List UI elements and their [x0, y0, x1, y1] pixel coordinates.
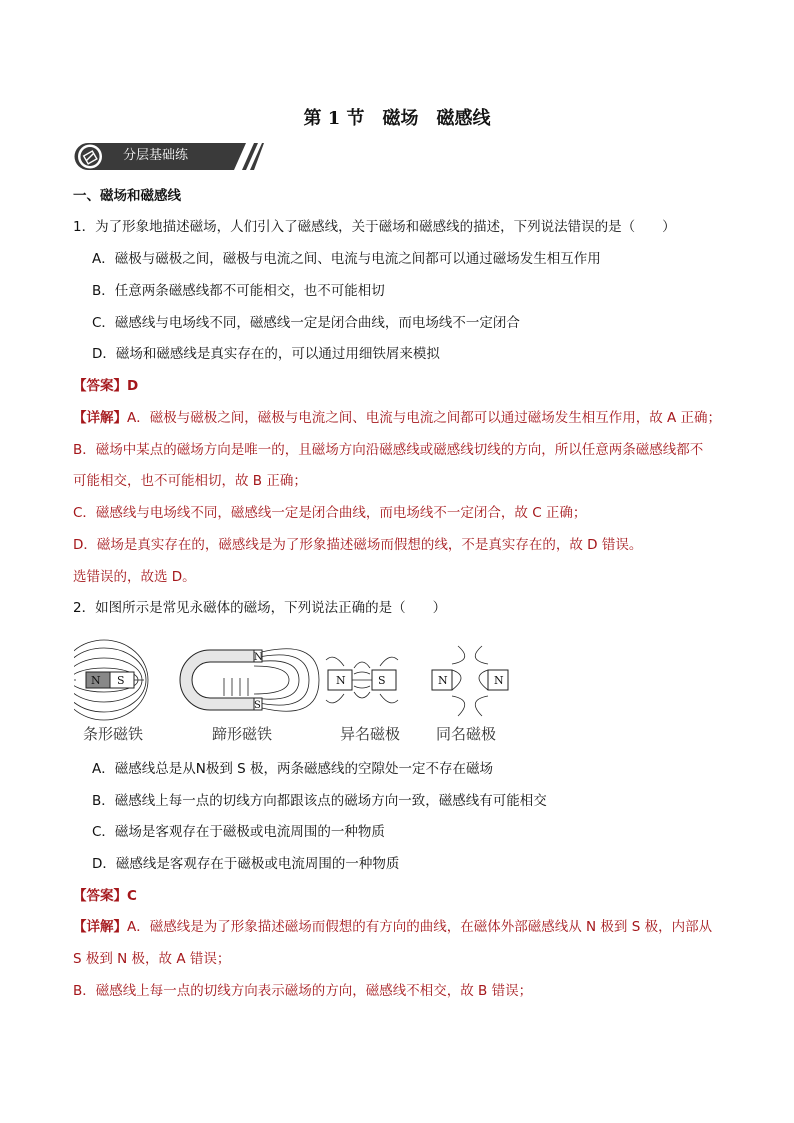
q1-detail-label: 【详解】 [73, 410, 127, 426]
like-pole-n-label-2: N [494, 674, 504, 687]
q1-detail-line-4: C．磁感线与电场线不同，磁感线一定是闭合曲线，而电场线不一定闭合，故 C 正确； [73, 505, 587, 521]
q2-answer [73, 887, 137, 905]
q1-option-c: C．磁感线与电场线不同，磁感线一定是闭合曲线，而电场线不一定闭合 [92, 315, 520, 331]
figure-caption-like-poles: 同名磁极 [436, 725, 497, 743]
q2-answer-label: 【答案】 [73, 888, 127, 904]
q2-detail-line-2: S 极到 N 极，故 A 错误； [73, 951, 231, 967]
bar-magnet-n-label: N [91, 674, 101, 687]
page-title: 第 1 节 磁场 磁感线 [303, 108, 491, 129]
section-heading: 一、磁场和磁感线 [73, 188, 181, 204]
horseshoe-s-label: S [254, 700, 261, 711]
unlike-pole-s-label: S [378, 674, 386, 687]
q2-detail-label: 【详解】 [73, 919, 127, 935]
q1-detail-line-6: 选错误的，故选 D。 [73, 569, 196, 585]
q2-detail-text: A．磁感线是为了形象描述磁场而假想的有方向的曲线，在磁体外部磁感线从 N 极到 S 极，内部从 [127, 919, 713, 935]
q2-detail-line-3: B．磁感线上每一点的切线方向表示磁场的方向，磁感线不相交，故 B 错误； [73, 983, 533, 999]
q2-option-b: B．磁感线上每一点的切线方向都跟该点的磁场方向一致，磁感线有可能相交 [92, 793, 547, 809]
q1-detail-line-5: D．磁场是真实存在的，磁感线是为了形象描述磁场而假想的线，不是真实存在的，故 D 错误。 [73, 537, 643, 553]
question-1-stem: 1．为了形象地描述磁场，人们引入了磁感线，关于磁场和磁感线的描述，下列说法错误的是（ ） [73, 219, 676, 235]
q1-answer-label: 【答案】 [73, 378, 127, 394]
question-2-stem: 2．如图所示是常见永磁体的磁场，下列说法正确的是（ ） [73, 600, 447, 616]
banner-label: 分层基础练 [123, 148, 189, 163]
figure-caption-bar-magnet: 条形磁铁 [83, 725, 144, 743]
q1-detail-line-1 [73, 409, 721, 427]
pencil-book-icon [80, 147, 100, 167]
horseshoe-n-label: N [254, 652, 263, 663]
q1-option-d: D．磁场和磁感线是真实存在的，可以通过用细铁屑来模拟 [92, 346, 440, 362]
unlike-pole-n-label: N [336, 674, 346, 687]
q1-answer-value: D [127, 378, 139, 394]
q2-detail-line-1 [73, 918, 712, 936]
q1-option-b: B．任意两条磁感线都不可能相交，也不可能相切 [92, 283, 385, 299]
q2-answer-value: C [127, 888, 137, 904]
q1-option-a: A．磁极与磁极之间，磁极与电流之间、电流与电流之间都可以通过磁场发生相互作用 [92, 251, 601, 267]
bar-magnet-s-label: S [117, 674, 125, 687]
q1-detail-line-3: 可能相交，也不可能相切，故 B 正确； [73, 473, 307, 489]
q1-answer [73, 377, 138, 395]
q2-option-d: D．磁感线是客观存在于磁极或电流周围的一种物质 [92, 856, 400, 872]
like-pole-n-label-1: N [438, 674, 448, 687]
q1-detail-line-2: B．磁场中某点的磁场方向是唯一的，且磁场方向沿磁感线或磁感线切线的方向，所以任意两条磁感线都不 [73, 442, 704, 458]
figure-caption-horseshoe-magnet: 蹄形磁铁 [212, 725, 273, 743]
figure-caption-unlike-poles: 异名磁极 [340, 725, 401, 743]
q2-option-a: A．磁感线总是从N极到 S 极，两条磁感线的空隙处一定不存在磁场 [92, 761, 493, 777]
q2-option-c: C．磁场是客观存在于磁极或电流周围的一种物质 [92, 824, 385, 840]
q1-detail-text: A．磁极与磁极之间，磁极与电流之间、电流与电流之间都可以通过磁场发生相互作用，故 A 正确； [127, 410, 722, 426]
